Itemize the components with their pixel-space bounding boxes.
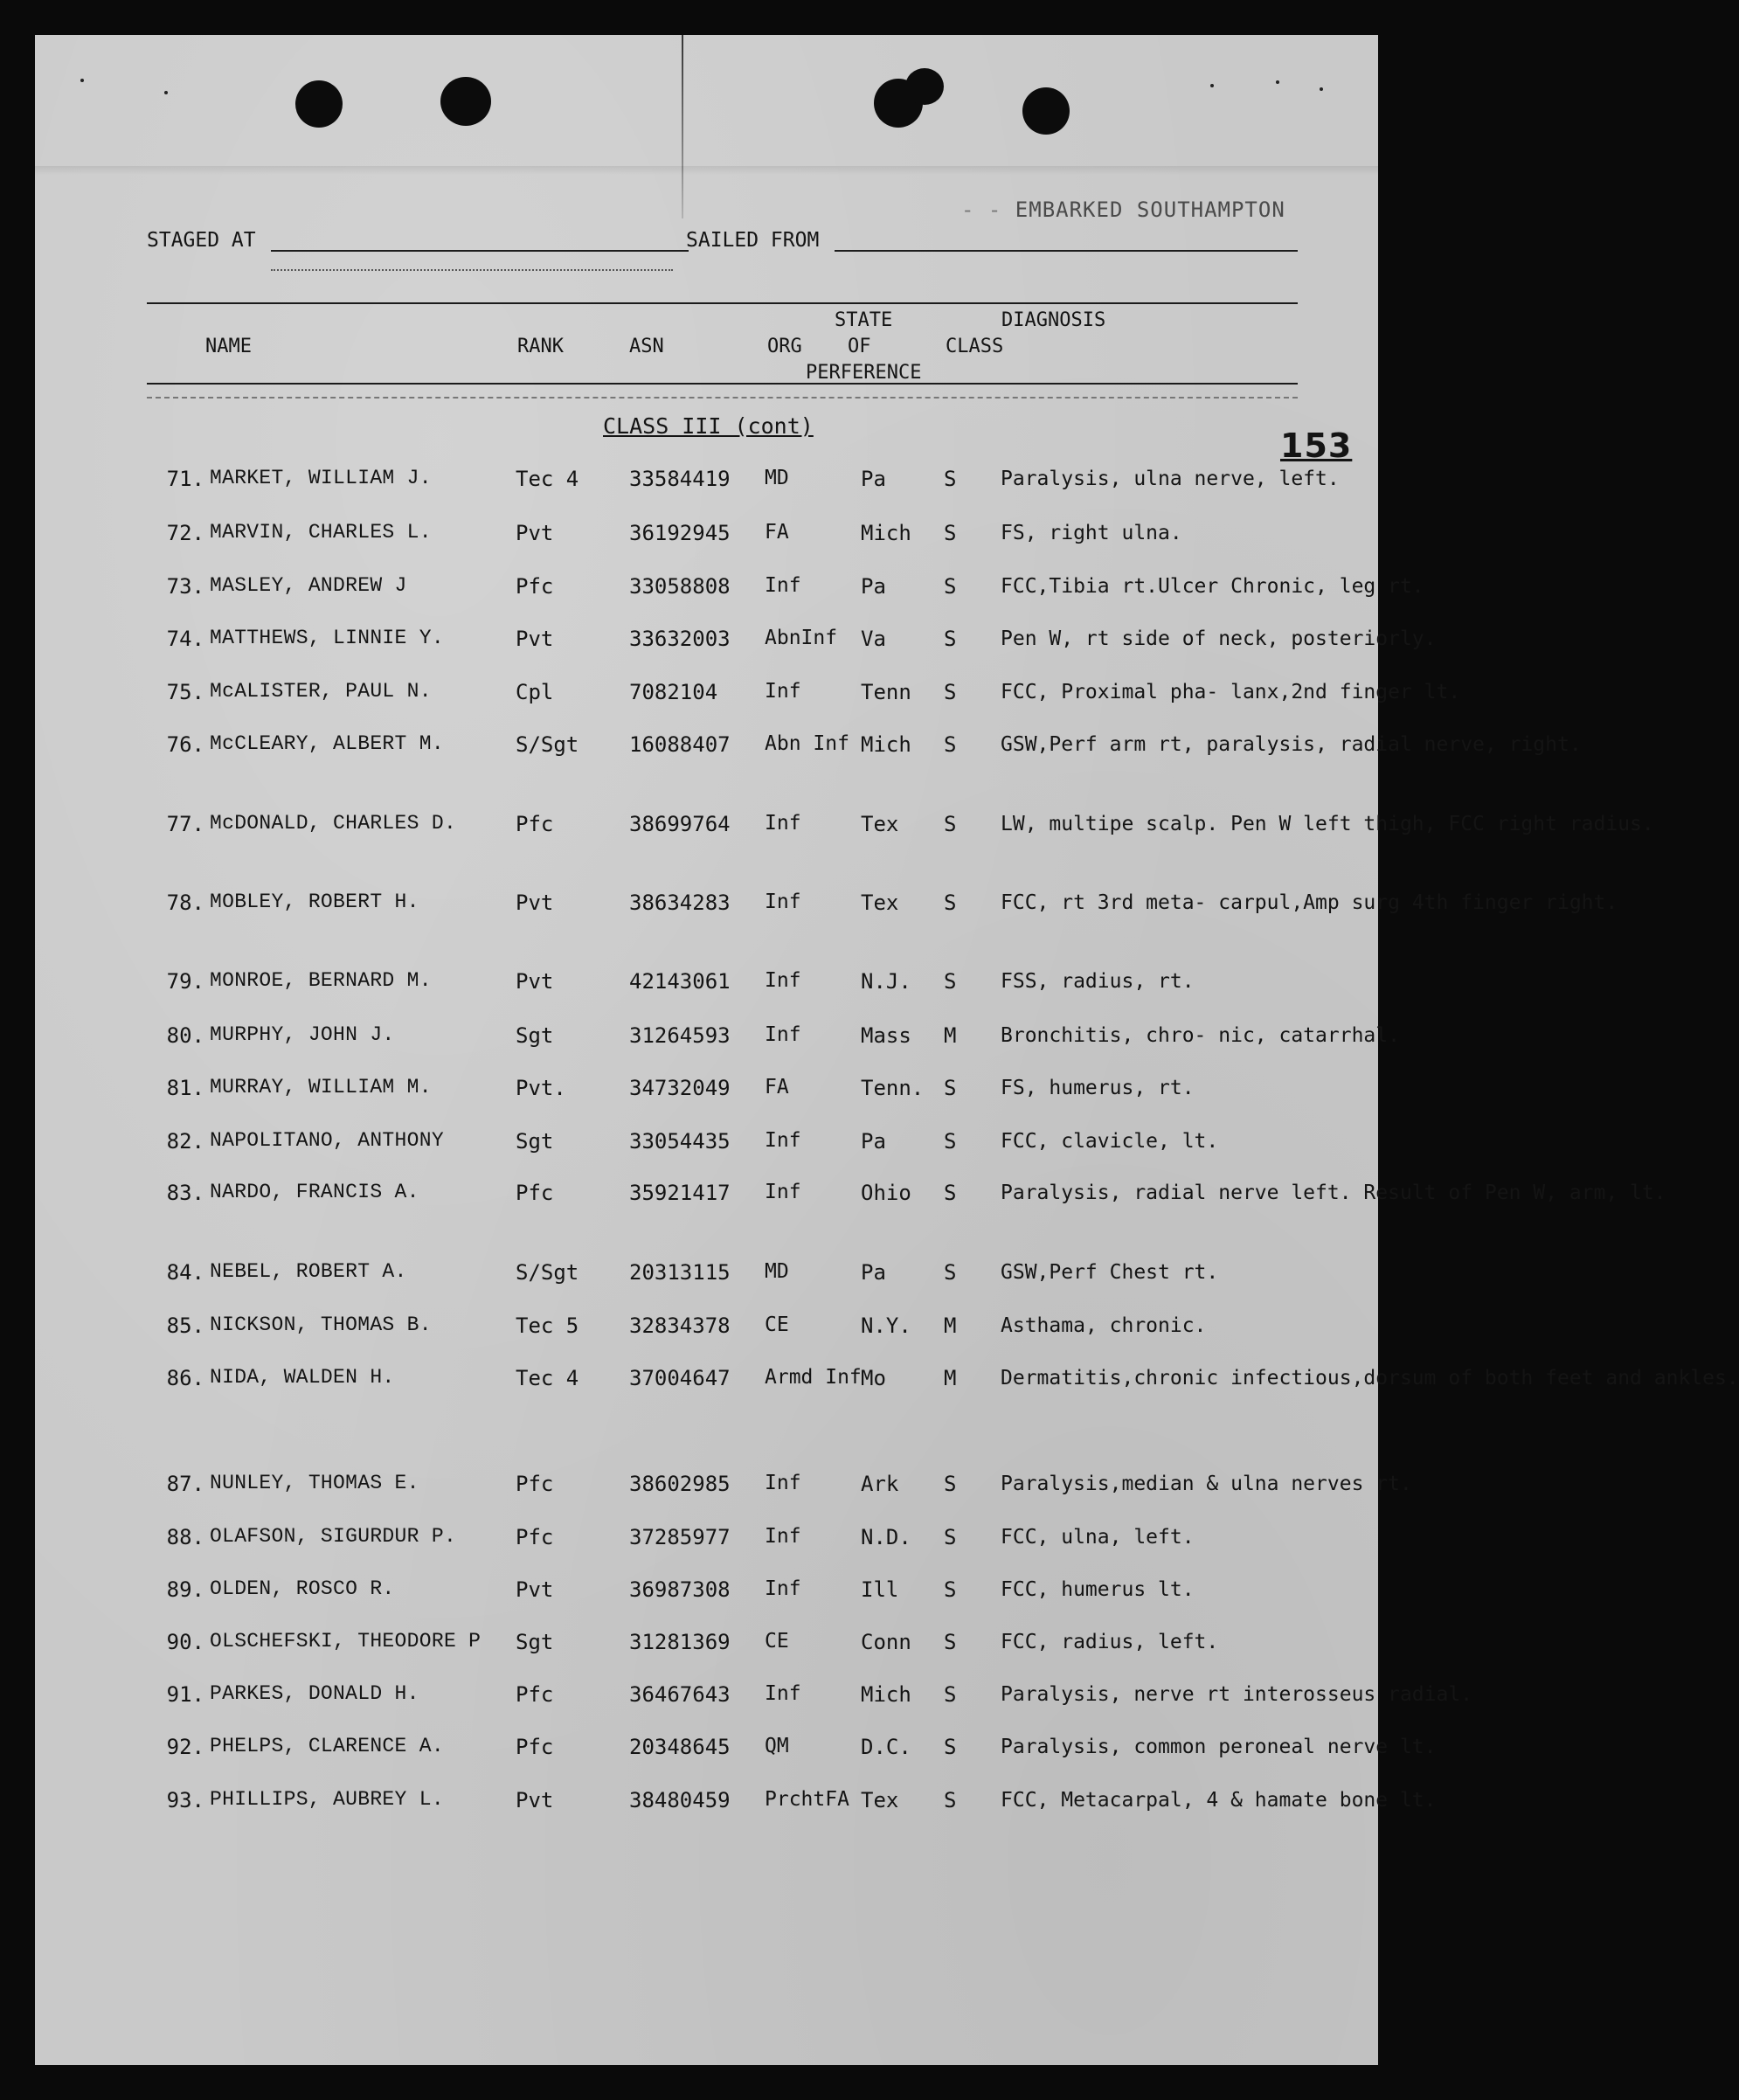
organization: Inf: [765, 1525, 801, 1548]
diagnosis: FCC, clavicle, lt.: [1001, 1130, 1219, 1153]
organization: Abn Inf: [765, 732, 849, 755]
serial-number: 42143061: [629, 969, 731, 994]
serial-number: 33058808: [629, 574, 731, 599]
serial-number: 7082104: [629, 680, 718, 704]
row-number: 86.: [166, 1366, 204, 1390]
speck: [1210, 84, 1214, 87]
row-number: 76.: [166, 732, 204, 757]
soldier-name: NEBEL, ROBERT A.: [210, 1260, 407, 1283]
col-header-name: NAME: [205, 336, 252, 357]
soldier-name: OLSCHEFSKI, THEODORE P: [210, 1630, 482, 1653]
row-number: 74.: [166, 627, 204, 651]
serial-number: 37285977: [629, 1525, 731, 1549]
class: S: [944, 891, 957, 915]
state-of-preference: Pa: [861, 1260, 886, 1285]
fold-shadow: [35, 166, 1378, 175]
rank: Pvt: [516, 1788, 554, 1812]
row-number: 77.: [166, 812, 204, 836]
row-number: 75.: [166, 680, 204, 704]
state-of-preference: Pa: [861, 1129, 886, 1154]
row-number: 87.: [166, 1472, 204, 1496]
row-number: 78.: [166, 891, 204, 915]
col-header-state-1: STATE: [835, 309, 893, 331]
rank: Pfc: [516, 1682, 554, 1707]
state-of-preference: Tenn: [861, 680, 911, 704]
serial-number: 33584419: [629, 467, 731, 491]
serial-number: 37004647: [629, 1366, 731, 1390]
rank: Pfc: [516, 1181, 554, 1205]
soldier-name: MATTHEWS, LINNIE Y.: [210, 627, 444, 649]
row-number: 80.: [166, 1023, 204, 1048]
col-header-rank: RANK: [517, 336, 564, 357]
diagnosis: Dermatitis,chronic infectious,dorsum of both feet and ankles.: [1001, 1367, 1739, 1390]
class: M: [944, 1023, 957, 1048]
organization: CE: [765, 1313, 789, 1336]
diagnosis: LW, multipe scalp. Pen W left thigh, FCC right radius.: [1001, 813, 1654, 835]
soldier-name: PHELPS, CLARENCE A.: [210, 1735, 444, 1757]
speck: [164, 91, 168, 94]
soldier-name: NICKSON, THOMAS B.: [210, 1313, 432, 1336]
diagnosis: FCC,Tibia rt.Ulcer Chronic, leg rt.: [1001, 575, 1424, 598]
soldier-name: McALISTER, PAUL N.: [210, 680, 432, 703]
row-number: 89.: [166, 1577, 204, 1602]
rank: Pfc: [516, 812, 554, 836]
soldier-name: OLAFSON, SIGURDUR P.: [210, 1525, 457, 1548]
class: M: [944, 1313, 957, 1338]
header-dotted-rule: [147, 397, 1298, 399]
diagnosis: Bronchitis, chro- nic, catarrhal.: [1001, 1024, 1400, 1047]
document-sheet: [35, 35, 1739, 2065]
organization: Inf: [765, 812, 801, 835]
row-number: 82.: [166, 1129, 204, 1154]
soldier-name: MARKET, WILLIAM J.: [210, 467, 432, 489]
col-header-org: ORG: [767, 336, 802, 357]
rank: Pvt: [516, 521, 554, 545]
organization: Inf: [765, 1023, 801, 1046]
fold-mark: [682, 35, 683, 218]
serial-number: 32834378: [629, 1313, 731, 1338]
row-number: 72.: [166, 521, 204, 545]
soldier-name: McDONALD, CHARLES D.: [210, 812, 457, 835]
diagnosis: GSW,Perf Chest rt.: [1001, 1261, 1219, 1284]
soldier-name: MURRAY, WILLIAM M.: [210, 1076, 432, 1099]
state-of-preference: Tex: [861, 891, 899, 915]
rank: Sgt: [516, 1129, 554, 1154]
class: S: [944, 1472, 957, 1496]
soldier-name: NAPOLITANO, ANTHONY: [210, 1129, 444, 1152]
punch-hole: [440, 77, 491, 126]
staged-at-label: STAGED AT: [147, 229, 256, 252]
organization: Inf: [765, 1129, 801, 1152]
organization: Inf: [765, 1577, 801, 1600]
soldier-name: NIDA, WALDEN H.: [210, 1366, 395, 1389]
organization: Armd Inf: [765, 1366, 862, 1389]
state-of-preference: Ill: [861, 1577, 899, 1602]
row-number: 90.: [166, 1630, 204, 1654]
diagnosis: Asthama, chronic.: [1001, 1314, 1207, 1337]
class: S: [944, 627, 957, 651]
rank: Cpl: [516, 680, 554, 704]
serial-number: 20313115: [629, 1260, 731, 1285]
col-header-asn: ASN: [629, 336, 664, 357]
class: S: [944, 467, 957, 491]
class: S: [944, 1181, 957, 1205]
staged-at-line: [271, 250, 689, 252]
header-rule-bottom: [147, 383, 1298, 385]
state-of-preference: Mo: [861, 1366, 886, 1390]
state-of-preference: Conn: [861, 1630, 911, 1654]
organization: FA: [765, 1076, 789, 1099]
row-number: 93.: [166, 1788, 204, 1812]
class: S: [944, 812, 957, 836]
diagnosis: Pen W, rt side of neck, posteriorly.: [1001, 627, 1437, 650]
class: S: [944, 1129, 957, 1154]
serial-number: 31264593: [629, 1023, 731, 1048]
dotted-rule: [271, 269, 673, 271]
rank: Tec 4: [516, 1366, 579, 1390]
state-of-preference: Ark: [861, 1472, 899, 1496]
class: S: [944, 521, 957, 545]
embarked-stamp: - - EMBARKED SOUTHAMPTON: [961, 198, 1285, 222]
diagnosis: FS, right ulna.: [1001, 522, 1182, 544]
rank: Sgt: [516, 1023, 554, 1048]
organization: Inf: [765, 1472, 801, 1494]
state-of-preference: Pa: [861, 574, 886, 599]
speck: [1320, 87, 1323, 91]
state-of-preference: Tenn.: [861, 1076, 925, 1100]
diagnosis: Paralysis, radial nerve left. Result of Pen W, arm, lt.: [1001, 1182, 1666, 1204]
soldier-name: MOBLEY, ROBERT H.: [210, 891, 419, 913]
page-number: 153: [1280, 426, 1353, 465]
state-of-preference: Pa: [861, 467, 886, 491]
serial-number: 36192945: [629, 521, 731, 545]
serial-number: 38602985: [629, 1472, 731, 1496]
serial-number: 36467643: [629, 1682, 731, 1707]
row-number: 83.: [166, 1181, 204, 1205]
organization: PrchtFA: [765, 1788, 849, 1811]
rank: S/Sgt: [516, 732, 579, 757]
organization: AbnInf: [765, 627, 838, 649]
class: S: [944, 574, 957, 599]
diagnosis: FCC, ulna, left.: [1001, 1526, 1195, 1549]
class: S: [944, 1682, 957, 1707]
state-of-preference: Tex: [861, 1788, 899, 1812]
diagnosis: FS, humerus, rt.: [1001, 1077, 1195, 1099]
state-of-preference: Mich: [861, 521, 911, 545]
section-title: CLASS III (cont): [603, 413, 814, 439]
diagnosis: Paralysis, nerve rt interosseus radial.: [1001, 1683, 1473, 1706]
speck: [80, 79, 84, 82]
col-header-state-2: OF: [848, 336, 871, 357]
row-number: 92.: [166, 1735, 204, 1759]
sailed-from-line: [835, 250, 1298, 252]
state-of-preference: Mich: [861, 732, 911, 757]
rank: Pfc: [516, 1472, 554, 1496]
class: S: [944, 732, 957, 757]
diagnosis: Paralysis, common peroneal nerve lt.: [1001, 1736, 1437, 1758]
organization: Inf: [765, 1682, 801, 1705]
soldier-name: MONROE, BERNARD M.: [210, 969, 432, 992]
row-number: 79.: [166, 969, 204, 994]
speck: [1276, 80, 1279, 84]
diagnosis: GSW,Perf arm rt, paralysis, radial nerve, right.: [1001, 733, 1582, 756]
class: S: [944, 1788, 957, 1812]
organization: MD: [765, 467, 789, 489]
serial-number: 33054435: [629, 1129, 731, 1154]
serial-number: 33632003: [629, 627, 731, 651]
diagnosis: FCC, radius, left.: [1001, 1631, 1219, 1653]
organization: Inf: [765, 969, 801, 992]
diagnosis: FCC, rt 3rd meta- carpul,Amp surg 4th finger right.: [1001, 891, 1618, 914]
serial-number: 35921417: [629, 1181, 731, 1205]
rank: Pfc: [516, 574, 554, 599]
sailed-from-label: SAILED FROM: [686, 229, 820, 252]
soldier-name: NARDO, FRANCIS A.: [210, 1181, 419, 1203]
class: S: [944, 1076, 957, 1100]
class: S: [944, 1735, 957, 1759]
state-of-preference: Mich: [861, 1682, 911, 1707]
rank: Pvt: [516, 891, 554, 915]
rank: Pfc: [516, 1735, 554, 1759]
state-of-preference: Tex: [861, 812, 899, 836]
class: S: [944, 1577, 957, 1602]
row-number: 88.: [166, 1525, 204, 1549]
rank: Pvt: [516, 969, 554, 994]
rank: Pvt: [516, 627, 554, 651]
state-of-preference: N.D.: [861, 1525, 911, 1549]
state-of-preference: D.C.: [861, 1735, 911, 1759]
state-of-preference: N.J.: [861, 969, 911, 994]
state-of-preference: Va: [861, 627, 886, 651]
row-number: 85.: [166, 1313, 204, 1338]
soldier-name: MARVIN, CHARLES L.: [210, 521, 432, 544]
organization: CE: [765, 1630, 789, 1653]
serial-number: 34732049: [629, 1076, 731, 1100]
class: M: [944, 1366, 957, 1390]
serial-number: 38634283: [629, 891, 731, 915]
rank: Pvt.: [516, 1076, 566, 1100]
organization: Inf: [765, 680, 801, 703]
row-number: 91.: [166, 1682, 204, 1707]
class: S: [944, 969, 957, 994]
organization: MD: [765, 1260, 789, 1283]
diagnosis: Paralysis,median & ulna nerves rt.: [1001, 1473, 1412, 1495]
punch-hole: [905, 68, 944, 105]
class: S: [944, 1260, 957, 1285]
rank: Sgt: [516, 1630, 554, 1654]
col-header-diagnosis: DIAGNOSIS: [1001, 309, 1106, 331]
rank: Tec 4: [516, 467, 579, 491]
rank: Pvt: [516, 1577, 554, 1602]
rank: Pfc: [516, 1525, 554, 1549]
row-number: 84.: [166, 1260, 204, 1285]
diagnosis: FCC, Proximal pha- lanx,2nd finger lt.: [1001, 681, 1461, 703]
header-rule-top: [147, 302, 1298, 304]
col-header-state-3: PERFERENCE: [806, 362, 922, 384]
row-number: 71.: [166, 467, 204, 491]
serial-number: 16088407: [629, 732, 731, 757]
soldier-name: PARKES, DONALD H.: [210, 1682, 419, 1705]
serial-number: 36987308: [629, 1577, 731, 1602]
diagnosis: FCC, humerus lt.: [1001, 1578, 1195, 1601]
soldier-name: OLDEN, ROSCO R.: [210, 1577, 395, 1600]
organization: Inf: [765, 891, 801, 913]
class: S: [944, 1630, 957, 1654]
organization: FA: [765, 521, 789, 544]
rank: Tec 5: [516, 1313, 579, 1338]
rank: S/Sgt: [516, 1260, 579, 1285]
punch-hole: [295, 80, 343, 128]
serial-number: 31281369: [629, 1630, 731, 1654]
class: S: [944, 1525, 957, 1549]
class: S: [944, 680, 957, 704]
state-of-preference: Ohio: [861, 1181, 911, 1205]
diagnosis: Paralysis, ulna nerve, left.: [1001, 468, 1340, 490]
col-header-class: CLASS: [946, 336, 1004, 357]
organization: QM: [765, 1735, 789, 1757]
row-number: 81.: [166, 1076, 204, 1100]
soldier-name: MASLEY, ANDREW J: [210, 574, 407, 597]
state-of-preference: N.Y.: [861, 1313, 911, 1338]
diagnosis: FCC, Metacarpal, 4 & hamate bone lt.: [1001, 1789, 1437, 1812]
serial-number: 38699764: [629, 812, 731, 836]
row-number: 73.: [166, 574, 204, 599]
organization: Inf: [765, 574, 801, 597]
state-of-preference: Mass: [861, 1023, 911, 1048]
soldier-name: PHILLIPS, AUBREY L.: [210, 1788, 444, 1811]
serial-number: 38480459: [629, 1788, 731, 1812]
soldier-name: McCLEARY, ALBERT M.: [210, 732, 444, 755]
soldier-name: MURPHY, JOHN J.: [210, 1023, 395, 1046]
diagnosis: FSS, radius, rt.: [1001, 970, 1195, 993]
punch-hole: [1022, 87, 1070, 135]
soldier-name: NUNLEY, THOMAS E.: [210, 1472, 419, 1494]
organization: Inf: [765, 1181, 801, 1203]
serial-number: 20348645: [629, 1735, 731, 1759]
